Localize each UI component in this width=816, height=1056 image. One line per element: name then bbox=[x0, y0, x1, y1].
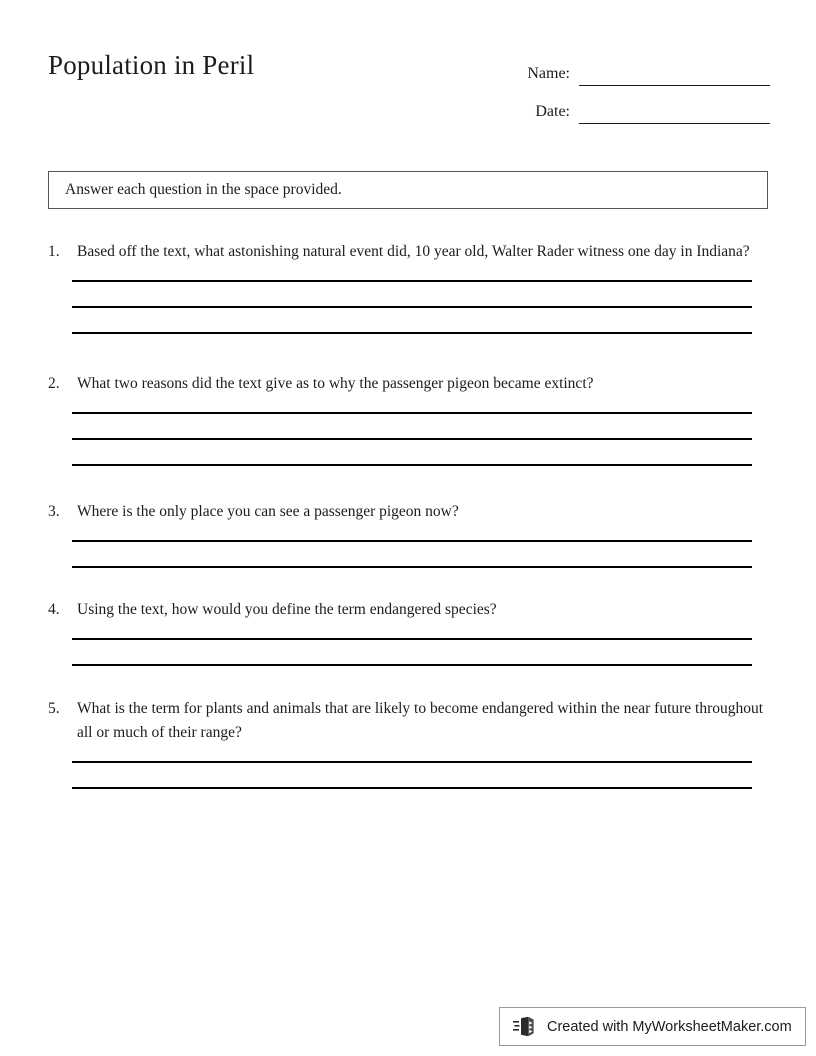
question-row bbox=[0, 372, 816, 396]
question-number: 3. bbox=[48, 503, 60, 520]
page-title: Population in Peril bbox=[48, 50, 255, 80]
question-block bbox=[0, 697, 816, 789]
question-row bbox=[0, 500, 816, 524]
date-input-line[interactable] bbox=[579, 122, 770, 124]
question-text: Using the text, how would you define the term endangered species? bbox=[77, 601, 497, 618]
question-number: 4. bbox=[48, 601, 60, 618]
instructions-text: Answer each question in the space provided. bbox=[65, 181, 342, 198]
question-row bbox=[0, 240, 816, 264]
question-spacer bbox=[0, 568, 816, 598]
answer-line[interactable] bbox=[72, 761, 752, 763]
instructions-box bbox=[48, 171, 768, 209]
answer-line[interactable] bbox=[72, 664, 752, 666]
answer-line[interactable] bbox=[72, 787, 752, 789]
answer-line[interactable] bbox=[72, 306, 752, 308]
answer-line[interactable] bbox=[72, 280, 752, 282]
name-input-line[interactable] bbox=[579, 84, 770, 86]
answer-line[interactable] bbox=[72, 438, 752, 440]
answer-lines-group bbox=[0, 396, 816, 466]
questions-list bbox=[0, 240, 816, 789]
answer-line[interactable] bbox=[72, 464, 752, 466]
date-row bbox=[470, 86, 770, 124]
question-spacer bbox=[0, 334, 816, 372]
answer-line[interactable] bbox=[72, 540, 752, 542]
question-row bbox=[0, 697, 816, 745]
question-text: What is the term for plants and animals that are likely to become endangered within the near future throughout all or much of their range? bbox=[77, 700, 764, 741]
worksheet-header bbox=[0, 0, 816, 150]
answer-line[interactable] bbox=[72, 412, 752, 414]
question-spacer bbox=[0, 666, 816, 697]
name-row bbox=[470, 48, 770, 86]
question-block bbox=[0, 372, 816, 466]
question-spacer bbox=[0, 466, 816, 500]
answer-line[interactable] bbox=[72, 332, 752, 334]
question-text: What two reasons did the text give as to why the passenger pigeon became extinct? bbox=[77, 375, 594, 392]
question-block bbox=[0, 240, 816, 334]
answer-lines-group bbox=[0, 524, 816, 568]
question-text: Based off the text, what astonishing natural event did, 10 year old, Walter Rader witness one day in Indiana? bbox=[77, 243, 750, 260]
name-date-group bbox=[470, 48, 770, 124]
question-row bbox=[0, 598, 816, 622]
question-number: 2. bbox=[48, 375, 60, 392]
answer-line[interactable] bbox=[72, 638, 752, 640]
answer-lines-group bbox=[0, 745, 816, 789]
answer-lines-group bbox=[0, 264, 816, 334]
answer-lines-group bbox=[0, 622, 816, 666]
answer-line[interactable] bbox=[72, 566, 752, 568]
name-label: Name: bbox=[527, 65, 570, 82]
worksheet-maker-logo-icon bbox=[512, 1015, 538, 1039]
attribution-text: Created with MyWorksheetMaker.com bbox=[547, 1018, 792, 1035]
question-block bbox=[0, 598, 816, 666]
question-number: 1. bbox=[48, 243, 60, 260]
date-label: Date: bbox=[535, 103, 570, 120]
question-text: Where is the only place you can see a passenger pigeon now? bbox=[77, 503, 459, 520]
question-block bbox=[0, 500, 816, 568]
question-number: 5. bbox=[48, 700, 60, 717]
attribution-badge[interactable] bbox=[499, 1007, 806, 1046]
